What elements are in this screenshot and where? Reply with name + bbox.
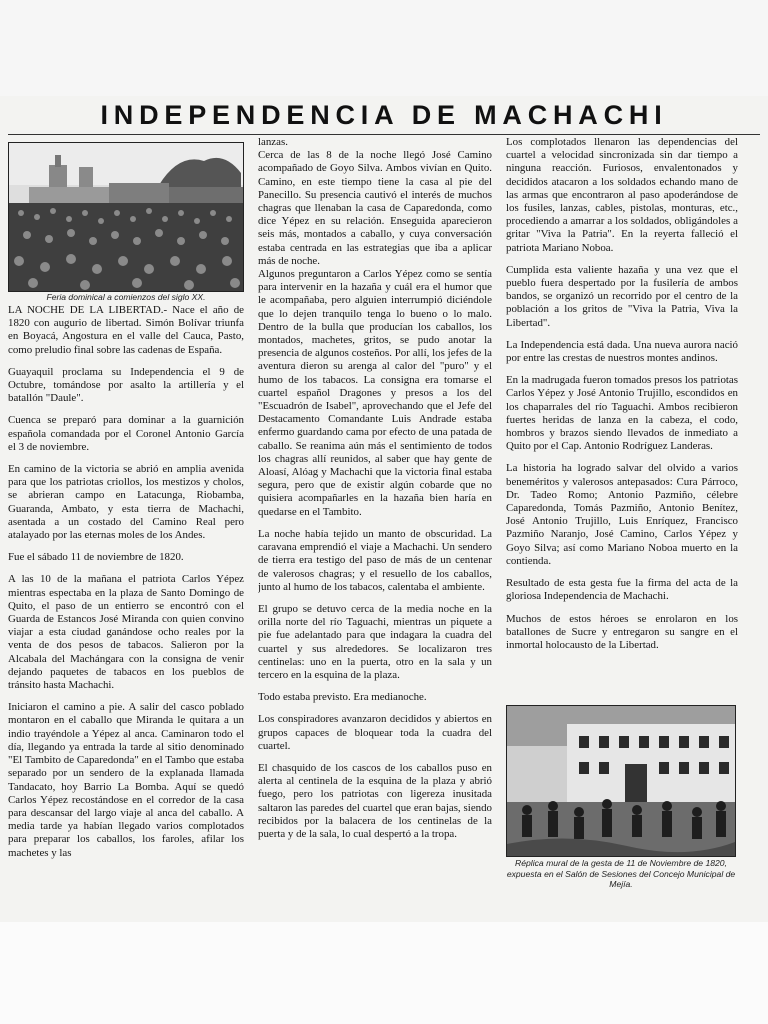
paragraph: Todo estaba previsto. Era medianoche. xyxy=(258,691,427,704)
paragraph: En camino de la victoria se abrió en amplia avenida para que los patriotas criollos, los mestizos y cholos, se abrieran campo en Latacunga, Riobamba, Guaranda, Ambato, y esta tierra de Machachi, asentada a un costado del Camino Real pero atalayado por las eternas moles de los Andes. xyxy=(8,463,244,542)
paragraph: Los complotados llenaron las dependencias del cuartel a velocidad sincronizada sin dar tiempo a ninguna reacción. Furiosos, envalentonados y decididos atacaron a los soldados echando mano de las armas que encontraron al paso apoderándose de los fusiles, lanzas, cables, pistolas, monturas, etc., procediendo a amarrar a los soldados, obligándoles a gritar "Viva la Patria". En la reyerta falleció el patriota Mariano Noboa. xyxy=(506,136,738,254)
paragraph: Guayaquil proclama su Independencia el 9 de Octubre, tomándose por asalto la artillería y el batallón "Daule". xyxy=(8,365,244,405)
article-column-3 xyxy=(506,136,738,704)
scan-margin-top xyxy=(0,0,768,96)
paragraph: Cuenca se preparó para dominar a la guarnición española comandada por el Coronel Antonio García el 3 de noviembre. xyxy=(8,414,244,453)
headline: INDEPENDENCIA DE MACHACHI xyxy=(100,100,668,130)
paragraph: Fue el sábado 11 de noviembre de 1820. xyxy=(8,551,184,564)
paragraph: A las 10 de la mañana el patriota Carlos Yépez mientras espectaba en la plaza de Santo Domingo de Quito, el paso de un entierro se encontró con el Guarda de Estancos José Miranda con quien convino viajar a esta ciudad ganándose ocho reales por la venta de dos pesos de tabacos. Salieron por la Alcabala del Machángara con la consigna de venir dejando paquetes de tabacos en los pueblos de tránsito hasta Machachi. xyxy=(8,573,244,692)
photo-caption-market: Feria dominical a comienzos del siglo XX. xyxy=(46,292,206,302)
paragraph: Iniciaron el camino a pie. A salir del casco poblado montaron en el caballo que Miranda le quitara a un indio trayéndole a Yépez al anca. Caminaron todo el día, llegando ya entrada la tarde al sitio denominado "El Tambito de Caparedonda" en el Tambo que estaba separado por un sendero de la explanada llamada Tandacato, hoy Barrio La Bomba. Aquí se quedó Carlos Yépez recostándose en el corredor de la casa para descansar del largo viaje al anca del caballo. A media tarde ya habían llegado varios complotados para preparar los caballos, los faroles, afilar los machetes y las xyxy=(8,701,244,859)
market-photo xyxy=(8,142,244,292)
paragraph: La Independencia está dada. Una nueva aurora nació por entre las crestas de nuestros montes andinos. xyxy=(506,338,738,365)
paragraph: El grupo se detuvo cerca de la media noche en la orilla norte del río Taguachi, mientras un piquete a pie fue adelantado para que indagara la cuadra del cuartel y sus alrededores. Se localizaron tres centinelas: uno en la puerta, otro en la sala y un tercero en la esquina de la plaza. xyxy=(258,602,492,681)
paragraph: LA NOCHE DE LA LIBERTAD.- Nace el año de 1820 con augurio de libertad. Simón Bolívar triunfa en Boyacá, Angostura en el valle del Cauca, Pasto, como preludio final sobre las cadenas de España. xyxy=(8,304,244,356)
paragraph: El chasquido de los cascos de los caballos puso en alerta al centinela de la esquina de la plaza y abrió fuego, pero los patriotas con ligereza inusitada saltaron las paredes del cuartel que eran bajas, siendo recibidos por la balacera de los centinelas de la puerta y de la sala, lo cual despertó a la tropa. xyxy=(258,761,492,840)
paragraph: Muchos de estos héroes se enrolaron en los batallones de Sucre y entregaron su sangre en el inmortal holocausto de la Libertad. xyxy=(506,612,738,651)
photo-caption-mural: Réplica mural de la gesta de 11 de Noviembre de 1820, expuesta en el Salón de Sesiones del Concejo Municipal de Mejía. xyxy=(506,858,736,889)
headline-rule xyxy=(8,134,760,135)
paragraph: Los conspiradores avanzaron decididos y abiertos en grupos capaces de bloquear toda la cuadra del cuartel. xyxy=(258,713,492,752)
paragraph: En la madrugada fueron tomados presos los patriotas Carlos Yépez y José Antonio Trujillo, escondidos en los chaparrales del río Taguachi. Ambos recibieron fuertes heridas de lanza en la cabeza, el codo, hombros y brazos siendo llevados de inmediato a Quito por el Cap. Antonio Rodríguez Landeras. xyxy=(506,374,738,453)
mural-photo xyxy=(506,705,736,857)
scan-margin-bottom xyxy=(0,922,768,1024)
paragraph: Cumplida esta valiente hazaña y una vez que el pueblo fuera despertado por la fusilería de ambos bandos, se organizó un recorrido por el centro de la población a los gritos de "Viva la Patria, Viva la Libertad". xyxy=(506,263,738,329)
article-column-2 xyxy=(258,136,492,916)
paragraph: Cerca de las 8 de la noche llegó José Camino acompañado de Goyo Silva. Ambos vivían en Quito. Camino, en este tiempo tiene la casa al pie del Panecillo. Su presencia cautivó el interés de muchos chagras que llenaban la casa de Caparedonda, como dice Yépez en su relación. Enseguida aparecieron seis más, montados a caballo, y cuya conversación estaba centrada en las estrategias que iba a aplicar más de noche. xyxy=(258,149,492,267)
paragraph: La noche había tejido un manto de obscuridad. La caravana emprendió el viaje a Machachi. Un sendero de tierra era testigo del paso de más de un centenar de valerosos chagras; y el resuello de los caballos, junto al humo de los tabacos, calentaba el ambiente. xyxy=(258,527,492,593)
paragraph: Resultado de esta gesta fue la firma del acta de la gloriosa Independencia de Machachi. xyxy=(506,577,738,603)
paragraph: Algunos preguntaron a Carlos Yépez como se sentía para intervenir en la hazaña y cuál era el humor que le acompañaba, pero alguien interrumpió diciéndole que lo dejen tranquilo tenga lo bueno o lo malo. Dentro de la bulla que producían los caballos, los montados, machetes, gritos, se pudo anotar la presencia de algunos costeños. Por allí, los jefes de la aventura dieron su arenga al calor del "puro" y el humo de los tabacos. La consigna era tomarse el cuartel español Dragones y presos a los del "Escuadrón de Isabel", aprovechando que el Jefe del Destacamento Comandante Luis Andrade estaba enfermo guardando cama por efecto de una patada de caballo. Se reanima aún más el sentimiento de todos los chagras allí reunidos, al saber que hay gente de Aloasí, Alóag y Machachi que la victoria final estaba segura, pero que de existir algún cobarde que no quisiera acompañarles en la hazaña bien haría en quedarse en el Tambito. xyxy=(258,268,492,518)
article-column-1 xyxy=(8,304,244,916)
paragraph: La historia ha logrado salvar del olvido a varios beneméritos y valerosos antepasados: Cura Párroco, Dr. Tadeo Romo; Antonio Pazmiño, célebre Caparedonda, Tomás Pazmiño, Antonio Benítez, José Antonio Trujillo, Luis Enríquez, Francisco Pazmiño Naranjo, José Camino, Carlos Yépez y Goyo Silva; así como Mariano Noboa muerto en la contienda. xyxy=(506,462,738,567)
paragraph: lanzas. xyxy=(258,136,288,148)
